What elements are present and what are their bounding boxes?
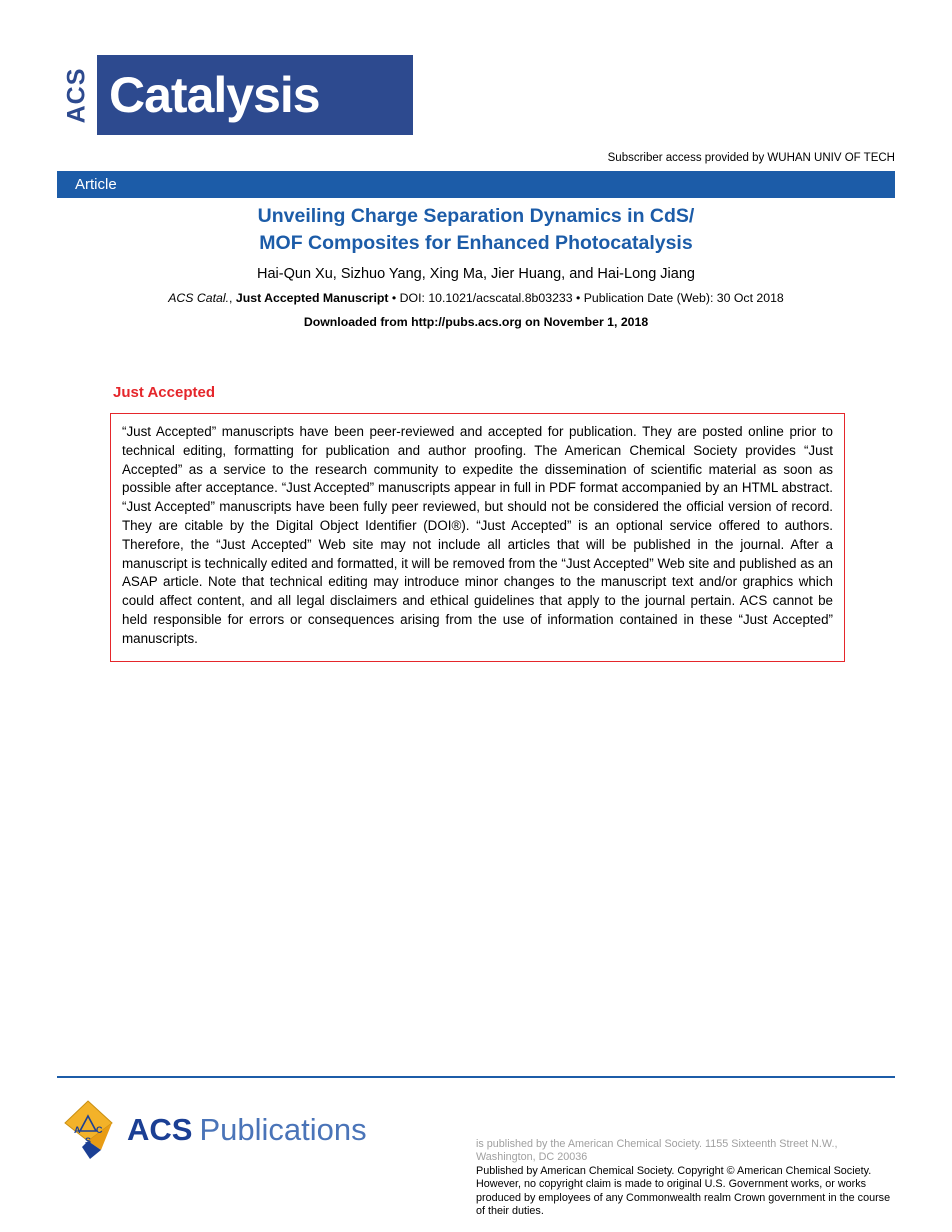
paper-title [0, 203, 952, 257]
citation-separator: , [229, 291, 236, 305]
acs-publications-brand [57, 1100, 367, 1160]
article-type-banner [57, 171, 895, 198]
copyright-notice: Published by American Chemical Society. Copyright © American Chemical Society. However, no copyright claim is made to original U.S. Government works, or works produced by employees of any Commonwealth realm Crown government in the course of their duties. [476, 1164, 891, 1218]
article-type-label: Article [75, 176, 117, 193]
subscriber-access-note: Subscriber access provided by WUHAN UNIV OF TECH [607, 152, 895, 164]
publisher-address: is published by the American Chemical Society. 1155 Sixteenth Street N.W., Washington, DC 20036 [476, 1138, 838, 1164]
citation-journal: ACS Catal. [168, 291, 230, 305]
paper-title-line2: MOF Composites for Enhanced Photocatalysis [259, 232, 693, 254]
brand-publications-text: Publications [199, 1112, 367, 1147]
just-accepted-notice-box [110, 413, 845, 662]
footer-info [476, 1138, 896, 1218]
svg-text:C: C [96, 1125, 103, 1135]
journal-logo [57, 55, 413, 135]
paper-title-line1: Unveiling Charge Separation Dynamics in CdS/ [257, 205, 695, 227]
citation-doi: • DOI: 10.1021/acscatal.8b03233 • Publication Date (Web): 30 Oct 2018 [388, 291, 784, 305]
paper-citation [0, 291, 952, 305]
acs-publications-logo-icon [57, 1100, 119, 1160]
svg-text:A: A [74, 1125, 81, 1135]
footer-divider [57, 1076, 895, 1078]
acs-publications-wordmark [127, 1112, 367, 1148]
just-accepted-heading: Just Accepted [113, 384, 215, 401]
downloaded-note: Downloaded from http://pubs.acs.org on November 1, 2018 [303, 315, 649, 329]
journal-name: Catalysis [109, 67, 320, 123]
title-block [0, 203, 952, 329]
journal-name-box [97, 55, 413, 135]
just-accepted-notice-text: “Just Accepted” manuscripts have been peer-reviewed and accepted for publication. They are posted online prior to technical editing, formatting for publication and author proofing. The American Chemical Society provides “Just Accepted” as a service to the research community to expedite the dissemination of scientific material as soon as possible after acceptance. “Just Accepted” manuscripts appear in full in PDF format accompanied by an HTML abstract. “Just Accepted” manuscripts have been fully peer reviewed, but should not be considered the official version of record. They are citable by the Digital Object Identifier (DOI®). “Just Accepted” is an optional service offered to authors. Therefore, the “Just Accepted” Web site may not include all articles that will be published in the journal. After a manuscript is technically edited and formatted, it will be removed from the “Just Accepted” Web site and published as an ASAP article. Note that technical editing may introduce minor changes to the manuscript text and/or graphics which could affect content, and all legal disclaimers and ethical guidelines that apply to the journal pertain. ACS cannot be held responsible for errors or consequences arising from the use of information contained in these “Just Accepted” manuscripts. [122, 424, 833, 646]
brand-acs-text: ACS [127, 1112, 193, 1147]
acs-logo-vertical [57, 55, 97, 135]
paper-authors: Hai-Qun Xu, Sizhuo Yang, Xing Ma, Jier Huang, and Hai-Long Jiang [257, 266, 695, 282]
svg-text:S: S [85, 1136, 92, 1146]
citation-status: Just Accepted Manuscript [235, 291, 389, 305]
acs-logo-text: ACS [62, 67, 91, 123]
